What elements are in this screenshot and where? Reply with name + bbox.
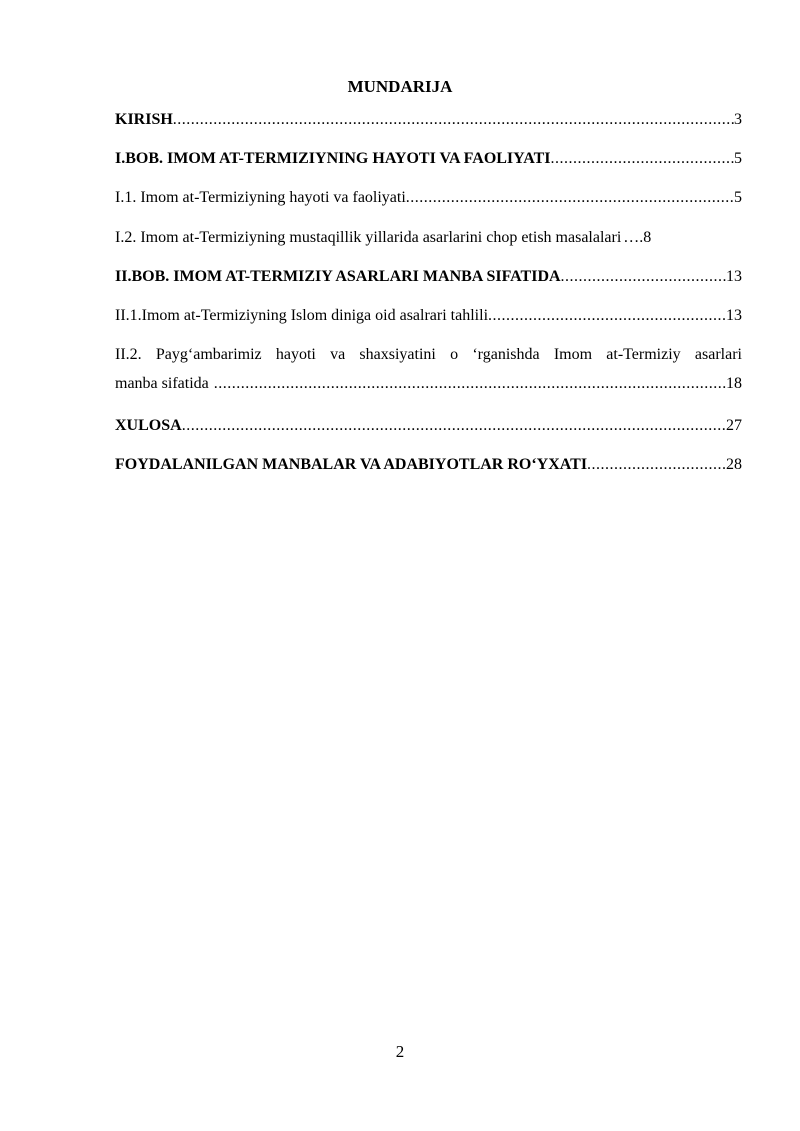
toc-entry-section-1-1[interactable] xyxy=(115,187,742,209)
toc-entry-section-2-2[interactable] xyxy=(115,344,742,395)
toc-entry-section-1-2[interactable] xyxy=(115,227,742,249)
dot-leader xyxy=(587,454,726,476)
toc-entry-xulosa[interactable] xyxy=(115,415,742,437)
toc-entry-label: manba sifatida xyxy=(115,375,209,392)
toc-entry-page: 13 xyxy=(726,307,742,324)
toc-entry-page: 27 xyxy=(726,417,742,434)
toc-entry-label: II.BOB. IMOM AT-TERMIZIY ASARLARI MANBA SIFATIDA xyxy=(115,268,561,285)
toc-title: MUNDARIJA xyxy=(347,77,453,96)
toc-entry-page: 3 xyxy=(734,111,742,128)
dot-leader: …. xyxy=(623,229,644,246)
toc-entry-chapter-2[interactable] xyxy=(115,266,742,288)
toc-entry-label: I.BOB. IMOM AT-TERMIZIYNING HAYOTI VA FAOLIYATI xyxy=(115,150,551,167)
dot-leader xyxy=(551,148,734,170)
toc-entry-page: 18 xyxy=(726,375,742,392)
toc-entry-label-line-1: II.2. Payg‘ambarimiz hayoti va shaxsiyatini o ‘rganishda Imom at-Termiziy asarlari xyxy=(115,346,742,363)
toc-entry-page: 5 xyxy=(734,189,742,206)
toc-entry-label: XULOSA xyxy=(115,417,182,434)
dot-leader xyxy=(182,415,726,437)
toc-entry-chapter-1[interactable] xyxy=(115,148,742,170)
dot-leader xyxy=(488,305,726,327)
toc-entry-label: KIRISH xyxy=(115,111,173,128)
toc-entry-kirish[interactable] xyxy=(115,109,742,131)
dot-leader xyxy=(406,187,734,209)
page-number: 2 xyxy=(395,1042,405,1061)
dot-leader xyxy=(561,266,726,288)
toc-entry-label: II.1.Imom at-Termiziyning Islom diniga oid asalrari tahlili xyxy=(115,307,489,324)
toc-entry-page: 28 xyxy=(726,456,742,473)
toc-entry-label: FOYDALANILGAN MANBALAR VA ADABIYOTLAR RO‘YXATI xyxy=(115,456,588,473)
toc-entry-page: 8 xyxy=(643,229,652,246)
toc-entry-label: I.1. Imom at-Termiziyning hayoti va faoliyati xyxy=(115,189,406,206)
dot-leader xyxy=(173,109,734,131)
toc-entry-section-2-1[interactable] xyxy=(115,305,742,327)
dot-leader xyxy=(209,373,726,395)
toc-entry-references[interactable] xyxy=(115,454,742,476)
toc-entry-page: 5 xyxy=(734,150,742,167)
toc-entry-page: 13 xyxy=(726,268,742,285)
toc-entry-label: I.2. Imom at-Termiziyning mustaqillik yillarida asarlarini chop etish masalalari xyxy=(115,229,622,246)
